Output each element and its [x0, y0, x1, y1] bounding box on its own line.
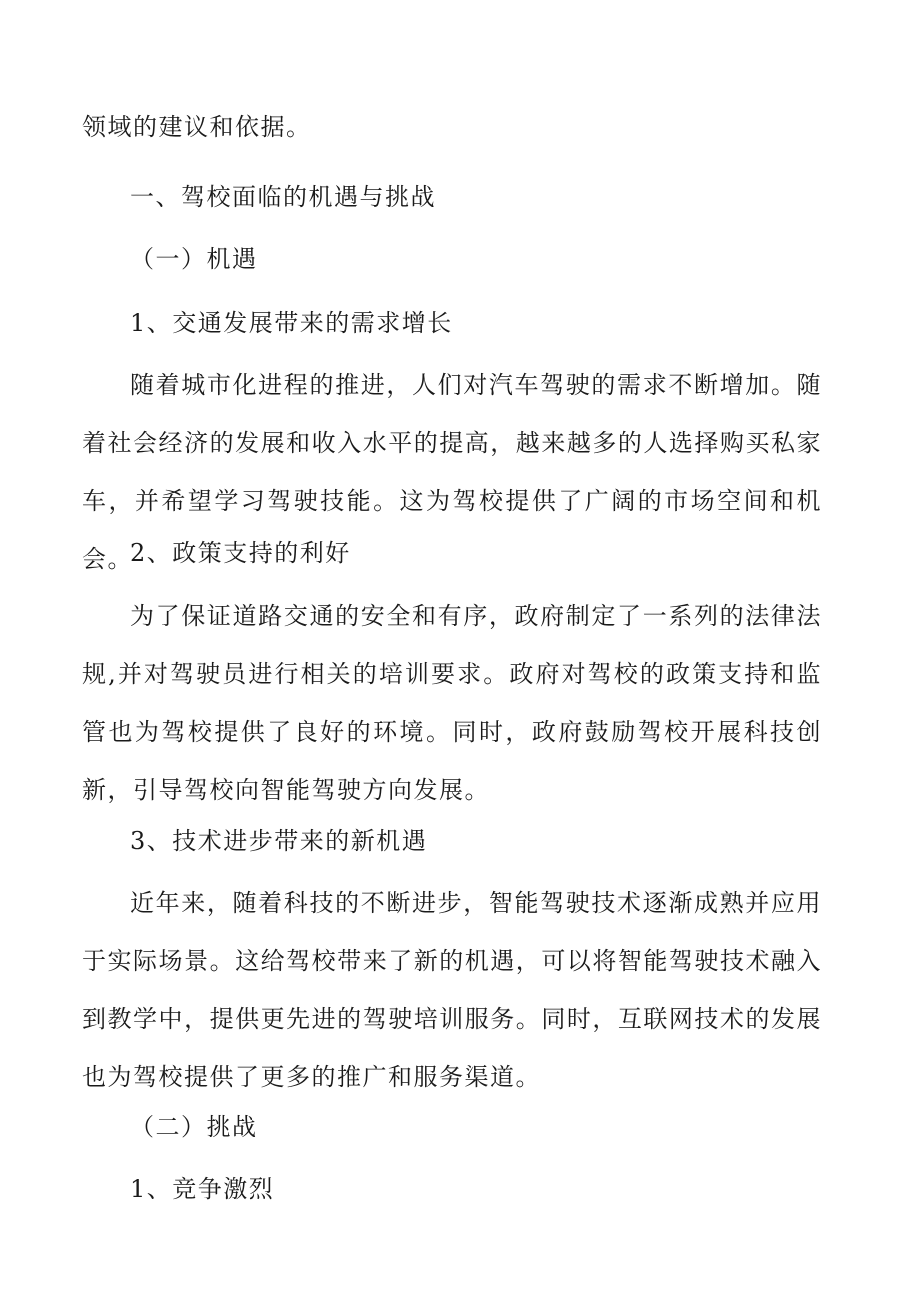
item-heading-tech-progress: 3、技术进步带来的新机遇	[130, 827, 428, 855]
item-heading-competition: 1、竞争激烈	[130, 1175, 275, 1203]
item-heading-policy-support: 2、政策支持的利好	[130, 539, 351, 567]
item-heading-demand-growth: 1、交通发展带来的需求增长	[130, 309, 453, 337]
paragraph-tech-progress: 近年来，随着科技的不断进步，智能驾驶技术逐渐成熟并应用于实际场景。这给驾校带来了新的机遇，可以将智能驾驶技术融入到教学中，提供更先进的驾驶培训服务。同时，互联网技术的发展也为驾校提供了更多的推广和服务渠道。	[82, 889, 822, 1091]
section-heading: 一、驾校面临的机遇与挑战	[130, 183, 436, 211]
subsection-heading-challenges: （二）挑战	[130, 1113, 258, 1141]
continuation-text: 领域的建议和依据。	[82, 113, 312, 141]
paragraph-policy-support: 为了保证道路交通的安全和有序，政府制定了一系列的法律法规,并对驾驶员进行相关的培训要求。政府对驾校的政策支持和监管也为驾校提供了良好的环境。同时，政府鼓励驾校开展科技创新，引导驾校向智能驾驶方向发展。	[82, 602, 822, 804]
paragraph-demand-growth: 随着城市化进程的推进，人们对汽车驾驶的需求不断增加。随着社会经济的发展和收入水平的提高，越来越多的人选择购买私家车，并希望学习驾驶技能。这为驾校提供了广阔的市场空间和机会。	[82, 371, 822, 573]
subsection-heading-opportunities: （一）机遇	[130, 245, 258, 273]
